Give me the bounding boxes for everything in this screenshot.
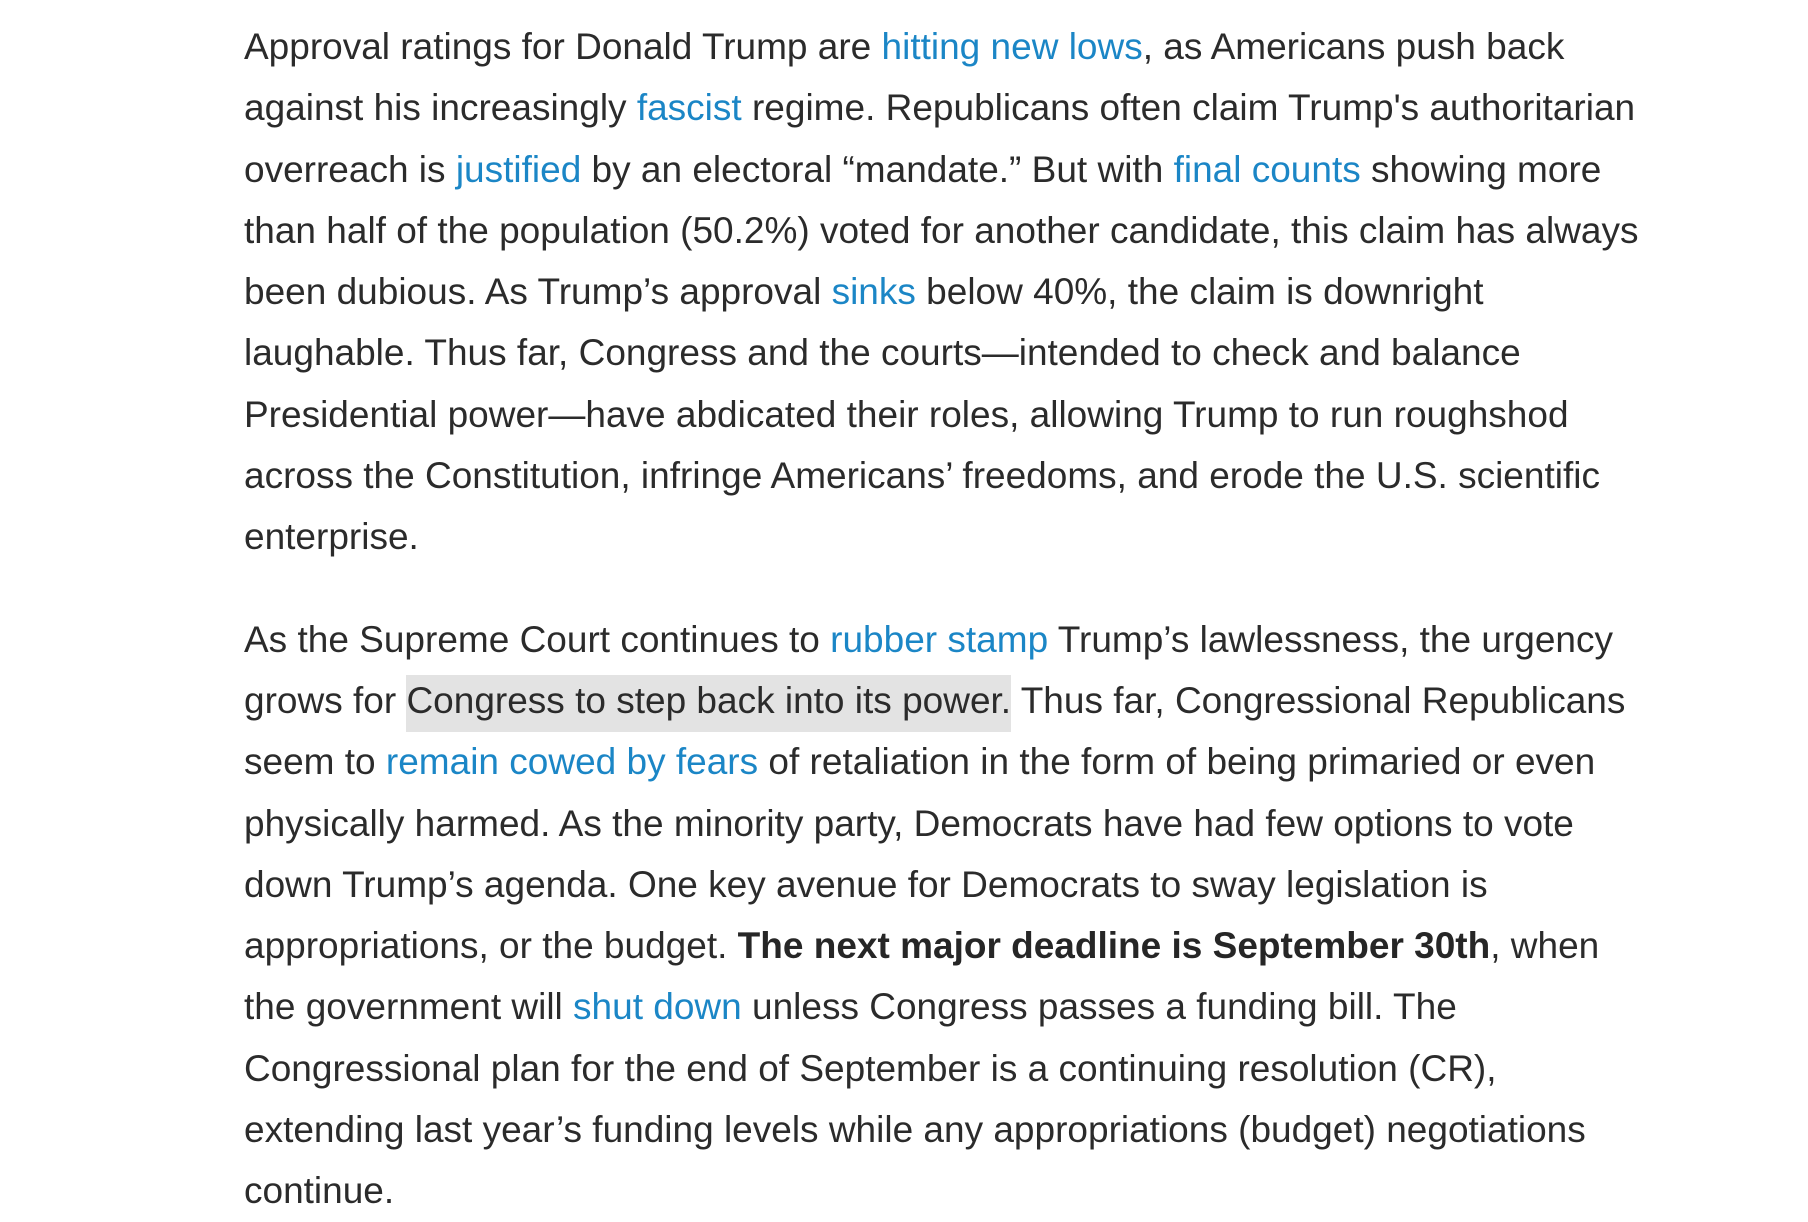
inline-link[interactable]: final counts	[1173, 148, 1361, 190]
bold-text: The next major deadline is September 30th	[737, 925, 1491, 967]
text-run: As the Supreme Court continues to	[244, 618, 831, 660]
text-run: than half of the population (50.2%) voted for another candidate, this claim has always	[244, 209, 1639, 251]
inline-link[interactable]: justified	[455, 148, 582, 190]
text-line	[244, 200, 1714, 261]
inline-link[interactable]: rubber stamp	[830, 618, 1049, 660]
text-line	[244, 976, 1714, 1037]
text-run: been dubious. As Trump’s approval	[244, 271, 832, 313]
text-run: below 40%, the claim is downright	[915, 271, 1484, 313]
text-run: grows for	[244, 679, 407, 721]
text-run: by an electoral “mandate.” But with	[581, 148, 1174, 190]
text-line	[244, 261, 1714, 322]
text-run: the government will	[244, 986, 574, 1028]
inline-link[interactable]: hitting new lows	[881, 26, 1143, 67]
text-run: Congressional plan for the end of September is a continuing resolution (CR),	[244, 1047, 1497, 1089]
text-line	[244, 1099, 1714, 1160]
text-line	[244, 77, 1714, 138]
text-run: regime. Republicans often claim Trump's authoritarian	[741, 87, 1636, 129]
text-run: down Trump’s agenda. One key avenue for Democrats to sway legislation is	[244, 863, 1488, 905]
article-body	[244, 16, 1714, 1222]
text-line	[244, 506, 1714, 567]
text-run: against his increasingly	[244, 87, 637, 129]
text-run: Trump’s lawlessness, the urgency	[1048, 618, 1614, 660]
text-run: enterprise.	[244, 516, 419, 558]
text-run: unless Congress passes a funding bill. The	[741, 986, 1457, 1028]
text-line	[244, 609, 1714, 670]
highlighted-text: Congress to step back into its power.	[406, 675, 1011, 732]
inline-link[interactable]: remain cowed by fears	[385, 741, 759, 783]
text-line	[244, 854, 1714, 915]
text-line	[244, 1160, 1714, 1221]
text-run: physically harmed. As the minority party, Democrats have had few options to vote	[244, 802, 1574, 844]
text-run: across the Constitution, infringe Americans’ freedoms, and erode the U.S. scientific	[244, 455, 1600, 497]
inline-link[interactable]: fascist	[636, 87, 742, 129]
text-run: Thus far, Congressional Republicans	[1011, 679, 1626, 721]
text-run: laughable. Thus far, Congress and the courts—intended to check and balance	[244, 332, 1521, 374]
text-run: , when	[1490, 925, 1600, 967]
text-run: appropriations, or the budget.	[244, 925, 738, 967]
article-paragraph	[244, 16, 1714, 568]
text-run: seem to	[244, 741, 386, 783]
text-line	[244, 793, 1714, 854]
text-run: Approval ratings for Donald Trump are	[244, 26, 882, 67]
text-line	[244, 445, 1714, 506]
text-line	[244, 16, 1714, 77]
text-line	[244, 915, 1714, 976]
text-run: , as Americans push back	[1142, 26, 1565, 67]
text-run: Presidential power—have abdicated their roles, allowing Trump to run roughshod	[244, 393, 1569, 435]
text-run: extending last year’s funding levels while any appropriations (budget) negotiations	[244, 1109, 1586, 1151]
text-line	[244, 322, 1714, 383]
text-line	[244, 731, 1714, 792]
text-line	[244, 670, 1714, 731]
text-run: of retaliation in the form of being primaried or even	[758, 741, 1596, 783]
text-run: overreach is	[244, 148, 456, 190]
text-line	[244, 139, 1714, 200]
text-line	[244, 1038, 1714, 1099]
text-run: continue.	[244, 1170, 395, 1212]
text-run: showing more	[1360, 148, 1602, 190]
article-paragraph	[244, 609, 1714, 1222]
text-line	[244, 384, 1714, 445]
inline-link[interactable]: shut down	[573, 986, 742, 1028]
inline-link[interactable]: sinks	[831, 271, 916, 313]
